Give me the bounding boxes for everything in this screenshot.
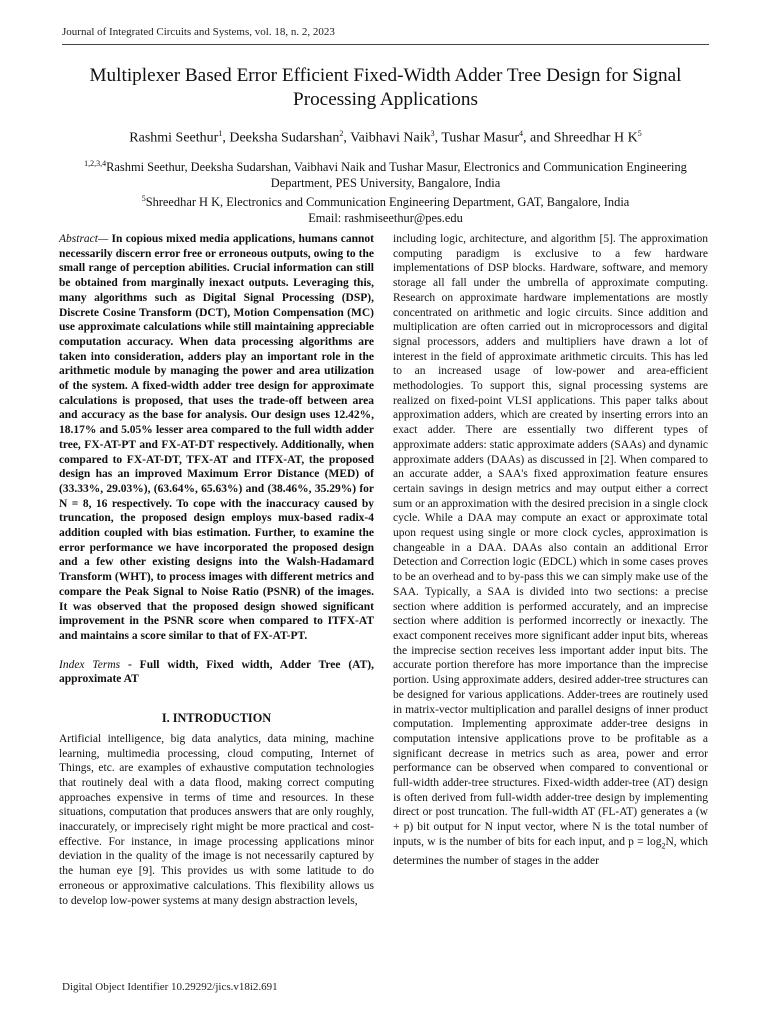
affiliation-1 (62, 156, 709, 191)
affiliation-2-text: Shreedhar H K, Electronics and Communication Engineering Department, GAT, Bangalore, India (145, 195, 630, 210)
index-terms (59, 658, 374, 687)
intro-right-tail-sub: 2 (661, 841, 666, 851)
affiliations (62, 156, 709, 227)
journal-header: Journal of Integrated Circuits and Systems, vol. 18, n. 2, 2023 (62, 26, 335, 38)
intro-paragraph-left: Artificial intelligence, big data analytics, data mining, machine learning, multimedia processing, cloud computing, Internet of Things, etc. are examples of exhaustive computation technologies that routinely deal with a data flood, making correct computing approaches expensive in terms of time and resources. In these situations, computation that produces answers that are only roughly, inaccurately, or imprecisely right might be more practical and cost-effective. For instance, in image processing applications minor deviation in the quality of the image is not necessarily captured by the human eye [9]. This provides us with some latitude to do erroneous or approximative calculations. This flexibility allows us to develop low-power systems at many design abstraction levels, (59, 732, 374, 907)
author-sup: 3 (430, 129, 435, 138)
doi-footer: Digital Object Identifier 10.29292/jics.v18i2.691 (62, 981, 278, 993)
author-sup: 5 (637, 129, 642, 138)
intro-right-tail-prefix: = log (633, 835, 662, 848)
affiliation-2-sup: 5 (141, 194, 146, 204)
index-terms-text: - Full width, Fixed width, Adder Tree (AT), approximate AT (59, 658, 374, 686)
index-terms-label: Index Terms (59, 658, 121, 671)
author-name: Shreedhar H K (553, 130, 638, 146)
affiliation-1-text: Rashmi Seethur, Deeksha Sudarshan, Vaibhavi Naik and Tushar Masur, Electronics and Communication Engineering Department, PES University, Bangalore, India (106, 160, 687, 190)
section-heading-introduction: I. INTRODUCTION (161, 711, 272, 726)
abstract-label: Abstract— (59, 233, 109, 245)
intro-paragraph-right (393, 232, 708, 869)
author-name: Tushar Masur (441, 130, 519, 146)
author-sup: 2 (339, 129, 344, 138)
intro-right-text: including logic, architecture, and algorithm [5]. The approximation computing paradigm is exclusive to a few hardware implementations of DSP blocks. Hardware, software, and memory storage all fall under the umbrella of approximate computing. Research on approximate hardware implementations are mostly concentrated on arithmetic and logic circuits. Since addition and multiplication are often carried out in microprocessors and digital signal processors, adders and multipliers have drawn a lot of interest in the field of approximate arithmetic circuits. This has led to an increased usage of low-power and area-efficient methodologies. To support this, signal processing systems are realized on fixed-point VLSI applications. This paper talks about approximation adders, which are created by inserting errors into an exact adder. There are essentially two different types of approximate adders: static approximate adders (SAAs) and dynamic approximate adders (DAAs) as discussed in [2]. When compared to an accurate adder, a SAA's fixed approximation feature ensures certain savings in design metrics and may output either a correct sum or an approximation with the desired precision in a single clock cycle. While a DAA may compute an exact or approximate total upon request using single or more clock cycles, approximation is changeable in a DAA. DAAs also contain an additional Error Detection and Correction logic (EDCL) which in some cases proves to be an overhead and to by-pass this we can simply make use of the SAA. Typically, a SAA is divided into two sections: a precise section where addition is performed accurately, and an imprecise section where addition is performed incorrectly or inexactly. The exact component receives more significant adder input bits, whereas the imprecise section receives less important adder input bits. The accurate portion therefore has more importance than the imprecise portion. Using approximate adders, desired adder-tree structures can be designed for various applications. Adder-trees are routinely used in matrix-vector multiplication and parallel designs of inner product computation. Implementing approximate adder-tree designs in computation intensive applications prove to be profitable as a significant decrease in metrics such as area, power and error performance can be observed when compared to conventional or full-width adder-tree structures. Fixed-width adder-tree (AT) design is often derived from full-width adder-tree design by implementing direct or post truncation. The full-width AT (FL-AT) generates a (w + p) bit output for N input vector, where N is the total number of inputs, w is the number of bits for each input, and p (393, 233, 708, 848)
intro-right-tail-suffix: N, which determines the number of stages in the adder (393, 835, 708, 867)
header-rule (62, 44, 709, 45)
author-list: Rashmi Seethur$^1$, Deeksha Sudarshan$^2$, Vaibhavi Naik$^3$, Tushar Masur$^4$, and Shreedhar H $K^5$ (129, 129, 642, 146)
author-sup: 1 (218, 129, 223, 138)
abstract-text: In copious mixed media applications, humans cannot necessarily discern error free or erroneous outputs, owing to the small range of perception abilities. Crucial information can still be obtained from marginally inexact outputs. Leveraging this, many algorithms such as Digital Signal Processing (DSP), Discrete Cosine Transform (DCT), Motion Compensation (MC) use approximate calculations while still maintaining appreciable computation accuracy. When data processing algorithms are taken into consideration, adders play an important role in the arithmetic module by managing the power and area utilization of the system. A fixed-width adder tree design for approximate calculations is proposed, that uses the trade-off between area and accuracy as the base for analysis. Our design uses 12.42%, 18.17% and 5.05% lesser area compared to the full width adder tree, FX-AT-PT and FX-AT-DT respectively. Additionally, when compared to FX-AT-DT, TFX-AT and ITFX-AT, the proposed design has an improved Maximum Error Distance (MED) of (33.33%, 29.03%), (63.64%, 65.63%) and (38.46%, 35.29%) for N = 8, 16 respectively. To cope with the inaccuracy caused by truncation, the proposed design employs mux-based radix-4 addition coupled with bias estimation. Further, to examine the error performance we have incorporated the proposed design and a few other existing designs into the Walsh-Hadamard Transform (WHT), to process images with different metrics and compare the Peak Signal to Noise Ratio (PSNR) of the images. It was observed that the proposed design showed significant improvement in the PSNR score when compared to ITFX-AT and maintains a score similar to that of FX-AT-PT. (59, 233, 374, 642)
author-name: Vaibhavi Naik (350, 130, 431, 146)
right-column (393, 232, 708, 869)
email-line: Email: rashmiseethur@pes.edu (308, 211, 463, 226)
affiliation-2 (62, 191, 709, 211)
left-column (59, 232, 374, 908)
abstract (59, 232, 374, 644)
paper-title: Multiplexer Based Error Efficient Fixed-Width Adder Tree Design for Signal Processing Applications (89, 65, 682, 110)
author-sup: 4 (519, 129, 523, 138)
author-name: Rashmi Seethur (129, 130, 219, 146)
affiliation-1-sup: 1,2,3,4 (84, 159, 107, 168)
author-name: Deeksha Sudarshan (229, 130, 340, 146)
